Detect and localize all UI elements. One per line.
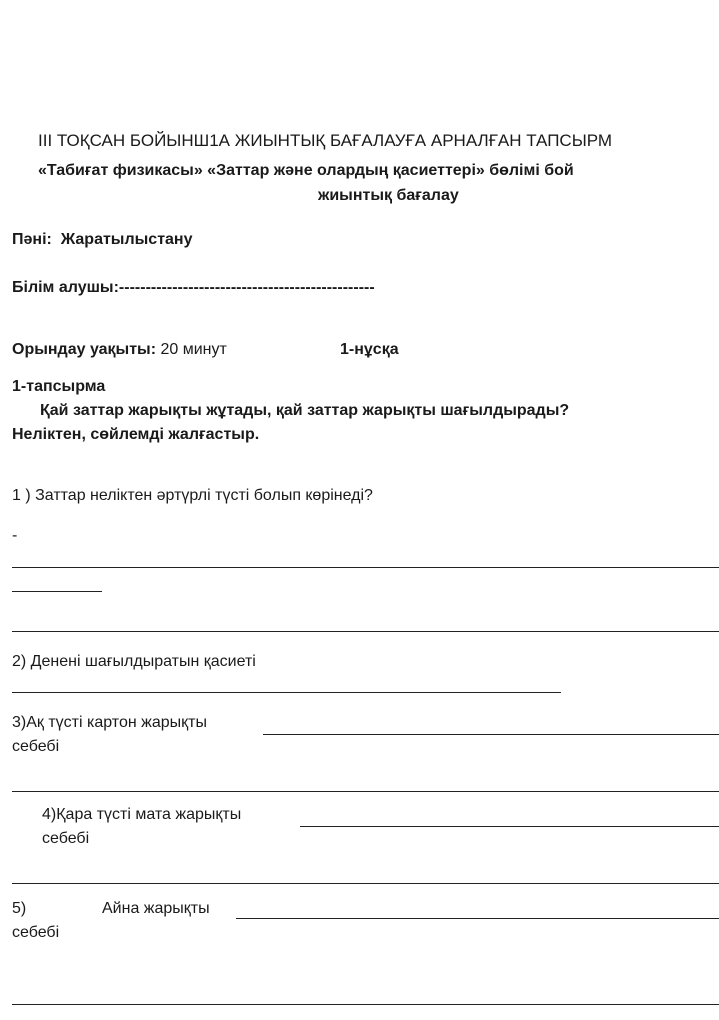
question-4: 4)Қара түсті мата жарықты <box>42 806 242 823</box>
task-prompt-line-2: Неліктен, сөйлемді жалғастыр. <box>12 426 260 443</box>
student-line <box>12 279 375 297</box>
answer-line-1a <box>12 567 719 568</box>
assessment-title: жиынтық бағалау <box>318 187 459 204</box>
answer-line-5a <box>236 918 719 919</box>
variant-label: 1-нұсқа <box>340 341 399 358</box>
question-5: Айна жарықты <box>102 900 210 917</box>
answer-line-4b <box>12 883 719 884</box>
time-value: 20 минут <box>160 341 227 358</box>
answer-line-5b <box>12 1004 719 1005</box>
answer-line-3b <box>12 791 719 792</box>
answer-line-1c <box>12 631 719 632</box>
answer-line-3a <box>263 734 719 735</box>
answer-line-2 <box>12 692 561 693</box>
question-3: 3)Ақ түсті картон жарықты <box>12 714 207 731</box>
question-5-reason: себебі <box>12 924 60 941</box>
subject-line <box>12 231 192 249</box>
question-3-reason: себебі <box>12 738 60 755</box>
time-line <box>12 341 227 359</box>
section-title: «Табиғат физикасы» «Заттар және олардың қасиеттері» бөлімі бой <box>38 162 574 179</box>
task-prompt-line-1: Қай заттар жарықты жұтады, қай заттар жарықты шағылдырады? <box>40 402 570 419</box>
subject-value: Жаратылыстану <box>60 231 193 248</box>
time-label: Орындау уақыты: <box>12 341 157 358</box>
answer-line-1b <box>12 591 102 592</box>
subject-label: Пәні: <box>12 231 52 248</box>
question-4-reason: себебі <box>42 830 90 847</box>
question-5-number: 5) <box>12 900 27 917</box>
question-2: 2) Денені шағылдыратын қасиеті <box>12 653 256 670</box>
answer-line-4a <box>300 826 719 827</box>
worksheet-title: III ТОҚСАН БОЙЫНШ1А ЖИЫНТЫҚ БАҒАЛАУҒА АРНАЛҒАН ТАПСЫРМ <box>38 131 613 150</box>
student-name-blank: ------------------------------------------------ <box>118 279 375 296</box>
question-1: 1 ) Заттар неліктен әртүрлі түсті болып көрінеді? <box>12 487 373 504</box>
task-heading: 1-тапсырма <box>12 378 106 395</box>
student-label: Білім алушы: <box>12 279 119 296</box>
question-1-dash: - <box>12 527 18 544</box>
